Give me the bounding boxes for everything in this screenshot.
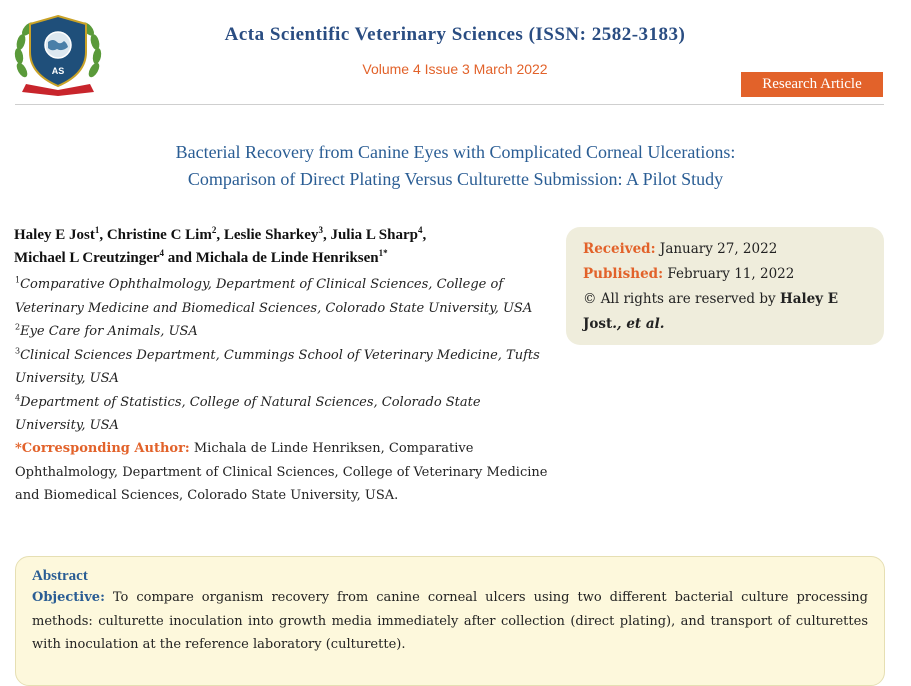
author-name: Michala de Linde Henriksen — [195, 250, 379, 266]
affiliation: $^2$Eye Care for Animals, USA — [15, 322, 198, 339]
issue-info: Volume 4 Issue 3 March 2022 — [362, 61, 548, 77]
author-name: Michael L Creutzinger — [14, 250, 160, 266]
journal-logo — [12, 12, 104, 96]
article-type-badge: Research Article — [741, 72, 883, 97]
corresponding-author — [15, 437, 560, 508]
affiliation: $^3$Clinical Sciences Department, Cummings School of Veterinary Medicine, Tufts University, USA — [15, 346, 540, 386]
affiliations — [15, 273, 555, 438]
publication-dates-box — [566, 227, 884, 345]
paper-title-line-2: Comparison of Direct Plating Versus Culturette Submission: A Pilot Study — [187, 169, 724, 189]
corresponding-author-label: *Corresponding Author: — [15, 441, 190, 456]
copyright-notice: © All rights are reserved by Haley E Jost., et al. — [583, 291, 838, 332]
affiliation: $^1$Comparative Ophthalmology, Department of Clinical Sciences, College of Veterinary Medicine and Biomedical Sciences, Colorado State University, USA — [15, 275, 533, 316]
author-name: Christine C Lim — [106, 227, 212, 243]
abstract-box — [15, 556, 885, 686]
author-name: Haley E Jost — [14, 227, 95, 243]
author-name: Leslie Sharkey — [223, 227, 319, 243]
corresponding-author-text: Michala de Linde Henriksen, Comparative Ophthalmology, Department of Clinical Sciences, College of Veterinary Medicine and Biomedical Sciences, Colorado State University, USA. — [15, 441, 548, 503]
published-date: Published: February 11, 2022 — [583, 266, 795, 282]
author-list: Haley E Jost$^1$, Christine C Lim$^2$, Leslie Sharkey$^3$, Julia L Sharp$^4$, Michael L Creutzinger$^4$ and Michala de Linde Henriksen$^{1*}$ — [14, 225, 427, 266]
affiliation: $^4$Department of Statistics, College of Natural Sciences, Colorado State University, USA — [15, 393, 481, 433]
paper-title-line-1: Bacterial Recovery from Canine Eyes with Complicated Corneal Ulcerations: — [175, 142, 736, 162]
abstract-heading: Abstract — [32, 568, 88, 584]
paper-title — [60, 139, 851, 193]
received-date: Received: January 27, 2022 — [583, 241, 778, 257]
journal-title: Acta Scientific Veterinary Sciences (ISSN: 2582-3183) — [224, 24, 686, 45]
abstract-objective: Objective: To compare organism recovery from canine corneal ulcers using two different bacterial culture processing methods: culturette inoculation into growth media immediately after collection (direct plating), and transport of culturettes with inoculation at the reference laboratory (culturette). — [32, 590, 868, 652]
header-divider — [15, 104, 884, 105]
svg-text:AS: AS — [51, 66, 65, 76]
author-name: Julia L Sharp — [330, 227, 418, 243]
